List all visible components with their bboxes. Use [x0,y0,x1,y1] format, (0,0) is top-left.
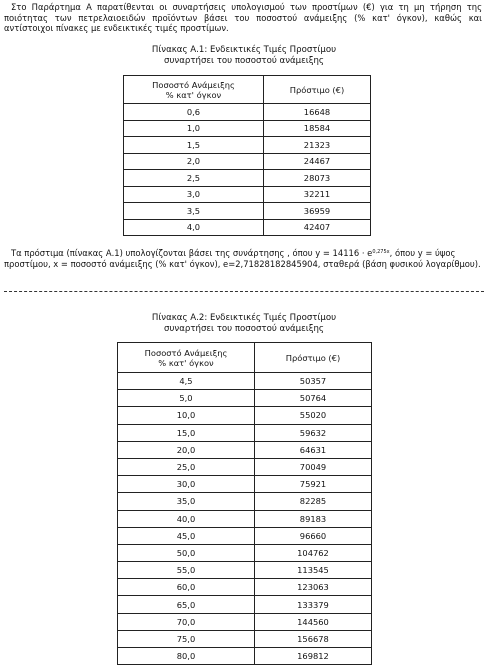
table-row [118,407,372,424]
fine-cell: 133379 [255,596,372,613]
fine-cell: 123063 [255,579,372,596]
table1-caption [0,45,488,67]
fine-cell: 96660 [255,527,372,544]
table-row [118,544,372,561]
percentage-cell: 4,5 [118,373,255,390]
fine-cell: 50357 [255,373,372,390]
fine-cell: 64631 [255,441,372,458]
fine-cell: 50764 [255,390,372,407]
table-row [118,476,372,493]
percentage-cell: 45,0 [118,527,255,544]
percentage-cell: 70,0 [118,613,255,630]
table-row [118,373,372,390]
table-row [118,493,372,510]
fine-cell: 32211 [264,186,371,203]
table-row [118,579,372,596]
percentage-cell: 2,0 [124,153,264,170]
percentage-cell: 1,0 [124,120,264,137]
percentage-cell: 5,0 [118,390,255,407]
percentage-cell: 65,0 [118,596,255,613]
percentage-cell: 25,0 [118,458,255,475]
percentage-cell: 2,5 [124,170,264,187]
table1-header-percentage: Ποσοστό Ανάμειξης % κατ' όγκον [124,76,264,104]
percentage-cell: 20,0 [118,441,255,458]
table-row [118,630,372,647]
table-row [118,510,372,527]
table-row [118,648,372,665]
table-row [124,186,371,203]
percentage-cell: 10,0 [118,407,255,424]
table2-caption-line1: Πίνακας Α.2: Ενδεικτικές Τιμές Προστίμου [151,313,337,323]
formula-note-continuation: , όπου y = ύψος προστίμου, x = ποσοστό ανάμειξης (% κατ' όγκον), e=2,71828182845904, σταθερά (βάση φυσικού λογαρίθμου). [4,248,481,269]
table-row [118,458,372,475]
formula-note [4,247,482,270]
fine-cell: 169812 [255,648,372,665]
fine-cell: 144560 [255,613,372,630]
fines-table-2 [117,342,372,665]
table-row [118,562,372,579]
fine-cell: 24467 [264,153,371,170]
fines-table-1 [123,75,371,236]
formula-exponent: 0,275x [372,249,390,255]
fine-cell: 70049 [255,458,372,475]
table-row [124,137,371,154]
table-row [124,170,371,187]
table1-header-fine: Πρόστιμο (€) [264,76,371,104]
fine-cell: 156678 [255,630,372,647]
table-row [124,120,371,137]
fine-cell: 75921 [255,476,372,493]
percentage-cell: 55,0 [118,562,255,579]
table-row [118,527,372,544]
fine-cell: 42407 [264,219,371,236]
table-row [124,219,371,236]
table1-caption-line1: Πίνακας Α.1: Ενδεικτικές Τιμές Προστίμου [151,45,337,55]
table-row [124,104,371,121]
section-divider [4,291,484,292]
table2-caption [0,313,488,335]
percentage-cell: 3,0 [124,186,264,203]
percentage-cell: 1,5 [124,137,264,154]
percentage-cell: 50,0 [118,544,255,561]
fine-cell: 82285 [255,493,372,510]
table2-header-percentage: Ποσοστό Ανάμειξης % κατ' όγκον [118,343,255,373]
fine-cell: 18584 [264,120,371,137]
table-row [118,390,372,407]
percentage-cell: 80,0 [118,648,255,665]
percentage-cell: 30,0 [118,476,255,493]
percentage-cell: 15,0 [118,424,255,441]
table-row [124,203,371,220]
table-row [118,441,372,458]
percentage-cell: 40,0 [118,510,255,527]
fine-cell: 28073 [264,170,371,187]
percentage-cell: 35,0 [118,493,255,510]
percentage-cell: 0,6 [124,104,264,121]
fine-cell: 55020 [255,407,372,424]
fine-cell: 113545 [255,562,372,579]
table-row [118,613,372,630]
percentage-cell: 60,0 [118,579,255,596]
fine-cell: 59632 [255,424,372,441]
table2-caption-line2: συναρτήσει του ποσοστού ανάμειξης [164,324,324,334]
intro-paragraph: Στο Παράρτημα Α παρατίθενται οι συναρτήσεις υπολογισμού των προστίμων (€) για τη μη τήρηση της ποιότητας των πετρελαιοειδών προϊόντων βάσει του ποσοστού ανάμειξης (% κατ' όγκον), καθώς και αντίστοιχοι πίνακες με ενδεικτικές τιμές προστίμων. [4,2,482,34]
fine-cell: 36959 [264,203,371,220]
table-row [118,596,372,613]
fine-cell: 16648 [264,104,371,121]
formula-note-text: Τα πρόστιμα (πίνακας Α.1) υπολογίζονται βάσει της συνάρτησης , όπου y = 14116 · e [11,248,373,258]
percentage-cell: 4,0 [124,219,264,236]
fine-cell: 21323 [264,137,371,154]
table2-header-fine: Πρόστιμο (€) [255,343,372,373]
percentage-cell: 3,5 [124,203,264,220]
percentage-cell: 75,0 [118,630,255,647]
table1-caption-line2: συναρτήσει του ποσοστού ανάμειξης [164,56,324,66]
table-row [124,153,371,170]
fine-cell: 89183 [255,510,372,527]
table-row [118,424,372,441]
fine-cell: 104762 [255,544,372,561]
